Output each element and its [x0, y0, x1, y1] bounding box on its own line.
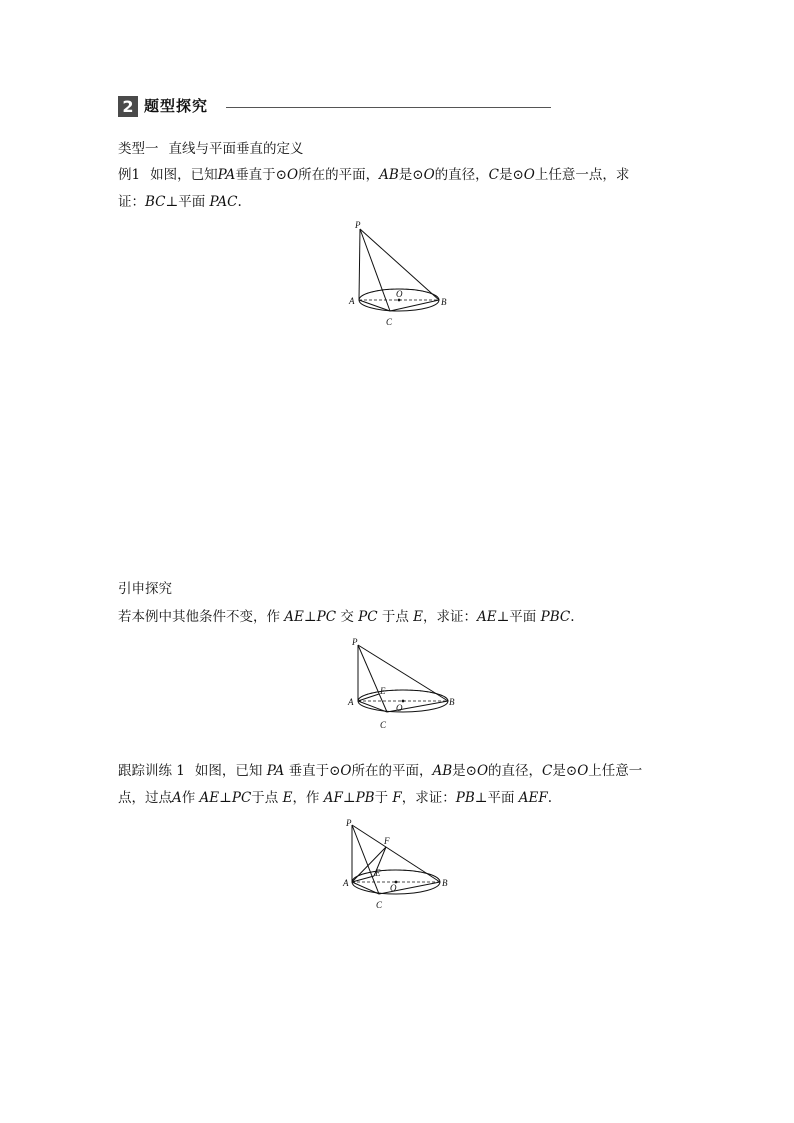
text-run: ⊥	[303, 609, 317, 625]
math-run: PC	[358, 609, 378, 625]
math-run: O	[423, 167, 435, 183]
text-run: 所在的平面，	[351, 763, 433, 779]
math-run: PAC	[209, 194, 238, 210]
edge-PC	[360, 229, 390, 311]
exercise1-label: 跟踪训练 1	[118, 763, 185, 779]
text-run: 上任意一点，求	[534, 167, 630, 183]
section-header	[118, 96, 438, 118]
label-F: F	[384, 836, 390, 846]
label-E: E	[375, 868, 381, 878]
math-run: AE	[284, 609, 304, 625]
text-run: ⊥平面	[165, 194, 210, 210]
math-run: AEF	[518, 790, 548, 806]
extension-heading: 引申探究	[118, 581, 172, 597]
label-C: C	[376, 900, 383, 910]
text-run: 是⊙	[552, 763, 578, 779]
exercise1-line1	[118, 761, 642, 781]
text-run: 的直径，	[434, 167, 489, 183]
extension-line	[118, 607, 575, 627]
text-run: 若本例中其他条件不变，作	[118, 609, 285, 625]
text-run: 交	[336, 609, 359, 625]
math-run: AB	[432, 763, 453, 779]
math-run: PBC	[540, 609, 571, 625]
text-run: .	[570, 609, 575, 625]
math-run: E	[282, 790, 293, 806]
type1-heading	[118, 139, 304, 159]
edge-PC	[358, 645, 387, 712]
text-run: 如图，已知	[194, 763, 267, 779]
text-run: 是⊙	[498, 167, 524, 183]
text-run: 于	[374, 790, 393, 806]
type1-label: 类型一	[118, 141, 159, 157]
label-O: O	[396, 289, 403, 299]
text-run: ，求证：	[401, 790, 456, 806]
label-E: E	[380, 686, 386, 696]
math-run: C	[488, 167, 499, 183]
math-run: O	[476, 763, 489, 779]
text-run: 的直径，	[488, 763, 543, 779]
label-C: C	[380, 720, 387, 730]
math-run: E	[413, 609, 423, 625]
math-run: PC	[231, 790, 252, 806]
math-run: PB	[355, 790, 375, 806]
math-run: AB	[379, 167, 399, 183]
label-B: B	[449, 697, 455, 707]
example1-figure	[340, 218, 455, 333]
edge-PB	[358, 645, 448, 701]
segment-AE	[358, 694, 379, 701]
example1-label: 例1	[118, 167, 141, 183]
math-run: A	[172, 790, 182, 806]
text-run: 于点	[377, 609, 414, 625]
text-run: ，求证：	[423, 609, 477, 625]
text-run: .	[547, 790, 553, 806]
text-run: 证：	[118, 194, 145, 210]
section-rule	[226, 107, 551, 108]
label-B: B	[441, 297, 447, 307]
exercise1-line2	[118, 788, 552, 808]
exercise1-figure	[338, 814, 458, 914]
math-run: AE	[477, 609, 497, 625]
text-run: 所在的平面，	[298, 167, 380, 183]
math-run: O	[523, 167, 535, 183]
math-run: PA	[266, 763, 285, 779]
center-point	[398, 299, 401, 302]
text-run: 作	[181, 790, 200, 806]
label-B: B	[442, 878, 448, 888]
text-run: 垂直于⊙	[235, 167, 287, 183]
math-run: O	[577, 763, 589, 779]
label-C: C	[386, 317, 393, 327]
math-run: AE	[199, 790, 220, 806]
label-A: A	[348, 697, 354, 707]
label-P: P	[355, 220, 361, 230]
base-circle-back	[358, 690, 448, 701]
edge-BC	[390, 300, 439, 311]
segment-AF	[352, 847, 386, 882]
text-run: 是⊙	[452, 763, 477, 779]
text-run: 垂直于⊙	[284, 763, 341, 779]
base-circle-back	[352, 870, 440, 882]
example1-line1	[118, 165, 629, 185]
label-A: A	[349, 296, 355, 306]
math-run: C	[542, 763, 553, 779]
label-A: A	[343, 878, 349, 888]
text-run: 于点	[251, 790, 283, 806]
math-run: PB	[455, 790, 475, 806]
math-run: O	[287, 167, 299, 183]
math-run: AF	[323, 790, 343, 806]
text-run: ⊥平面	[474, 790, 519, 806]
text-run: ，作	[292, 790, 324, 806]
text-run: 如图，已知	[150, 167, 218, 183]
math-run: BC	[145, 194, 166, 210]
text-run: .	[237, 194, 242, 210]
text-run: 上任意一	[588, 763, 643, 779]
extension-figure	[340, 634, 460, 734]
edge-PA	[359, 229, 360, 300]
label-P: P	[352, 637, 358, 647]
math-run: F	[392, 790, 402, 806]
center-point	[402, 700, 405, 703]
text-run: ⊥	[342, 790, 356, 806]
label-P: P	[346, 818, 352, 828]
math-run: PC	[316, 609, 337, 625]
text-run: 点，过点	[118, 790, 172, 806]
edge-BC	[379, 882, 440, 894]
example1-line2	[118, 192, 242, 212]
math-run: PA	[217, 167, 236, 183]
section-number-badge: 2	[118, 96, 138, 117]
text-run: 是⊙	[398, 167, 424, 183]
label-O: O	[390, 883, 397, 893]
type1-title: 直线与平面垂直的定义	[168, 141, 304, 157]
math-run: O	[340, 763, 352, 779]
label-O: O	[396, 703, 403, 713]
text-run: ⊥	[219, 790, 232, 806]
text-run: ⊥平面	[496, 609, 541, 625]
section-title: 题型探究	[144, 97, 209, 115]
